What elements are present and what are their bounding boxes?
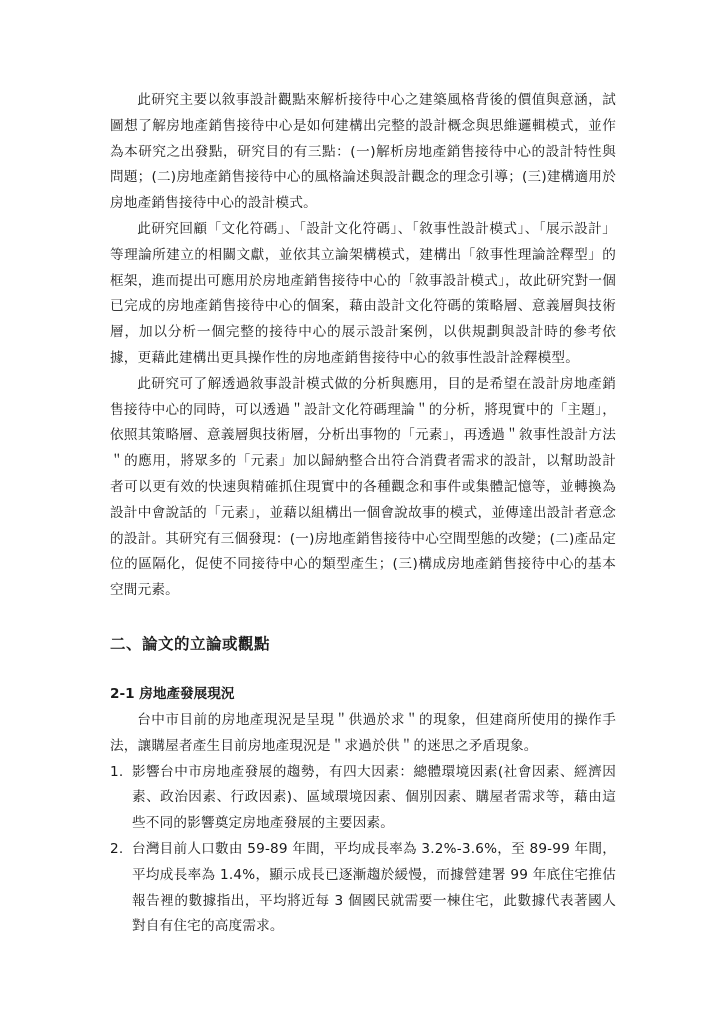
intro-paragraph-2: 此研究回顧「文化符碼」、「設計文化符碼」、「敘事性設計模式」、「展示設計」等理論所建立的相關文獻，並依其立論架構模式，建構出「敘事性理論詮釋型」的框架，進而提出可應用於房地產銷售接待中心的「敘事設計模式」，故此研究對一個已完成的房地產銷售接待中心的個案，藉由設計文化符碼的策略層、意義層與技術層，加以分析一個完整的接待中心的展示設計案例，以供規劃與設計時的參考依據，更藉此建構出更具操作性的房地產銷售接待中心的敘事性設計詮釋模型。 — [110, 220, 616, 366]
intro-paragraph-1: 此研究主要以敘事設計觀點來解析接待中心之建築風格背後的價值與意涵，試圖想了解房地產銷售接待中心是如何建構出完整的設計概念與思維邏輯模式，並作為本研究之出發點，研究目的有三點：(一)解析房地產銷售接待中心的設計特性與問題；(二)房地產銷售接待中心的風格論述與設計觀念的理念引導；(三)建構適用於房地產銷售接待中心的設計模式。 — [110, 92, 616, 212]
list-item-text: 影響台中市房地產發展的趨勢，有四大因素：總體環境因素(社會因素、經濟因素、政治因素、行政因素)、區域環境因素、個別因素、購屋者需求等，藉由這些不同的影響奠定房地產發展的主要因素。 — [132, 763, 616, 832]
subsection-paragraph: 台中市目前的房地產現況是呈現＂供過於求＂的現象，但建商所使用的操作手法，讓購屋者產生目前房地產現況是＂求過於供＂的迷思之矛盾現象。 — [110, 711, 616, 754]
numbered-list — [110, 760, 616, 941]
list-item — [110, 760, 616, 837]
intro-paragraph-3: 此研究可了解透過敘事設計模式做的分析與應用，目的是希望在設計房地產銷售接待中心的同時，可以透過＂設計文化符碼理論＂的分析，將現實中的「主題」，依照其策略層、意義層與技術層，分析出事物的「元素」，再透過＂敘事性設計方法＂的應用，將眾多的「元素」加以歸納整合出符合消費者需求的設計，以幫助設計者可以更有效的快速與精確抓住現實中的各種觀念和事件或集體記憶等，並轉換為設計中會說話的「元素」，並藉以組構出一個會說故事的模式，並傳達出設計者意念的設計。其研究有三個發現：(一)房地產銷售接待中心空間型態的改變；(二)產品定位的區隔化，促使不同接待中心的類型產生；(三)構成房地產銷售接待中心的基本空間元素。 — [110, 375, 616, 599]
list-item — [110, 837, 616, 940]
list-item-number: 2. — [110, 840, 124, 857]
list-item-text: 台灣目前人口數由 59-89 年間，平均成長率為 3.2%-3.6%，至 89-99 年間，平均成長率為 1.4%，顯示成長已逐漸趨於緩慢，而據營建署 99 年底住宅推估報告裡的數據指出，平均將近每 3 個國民就需要一棟住宅，此數據代表著國人對自有住宅的高度需求。 — [132, 840, 616, 935]
section-heading: 二、論文的立論或觀點 — [110, 634, 271, 653]
document-page — [110, 88, 616, 940]
list-item-number: 1. — [110, 763, 124, 780]
subsection-heading: 2-1 房地產發展現況 — [110, 685, 235, 702]
